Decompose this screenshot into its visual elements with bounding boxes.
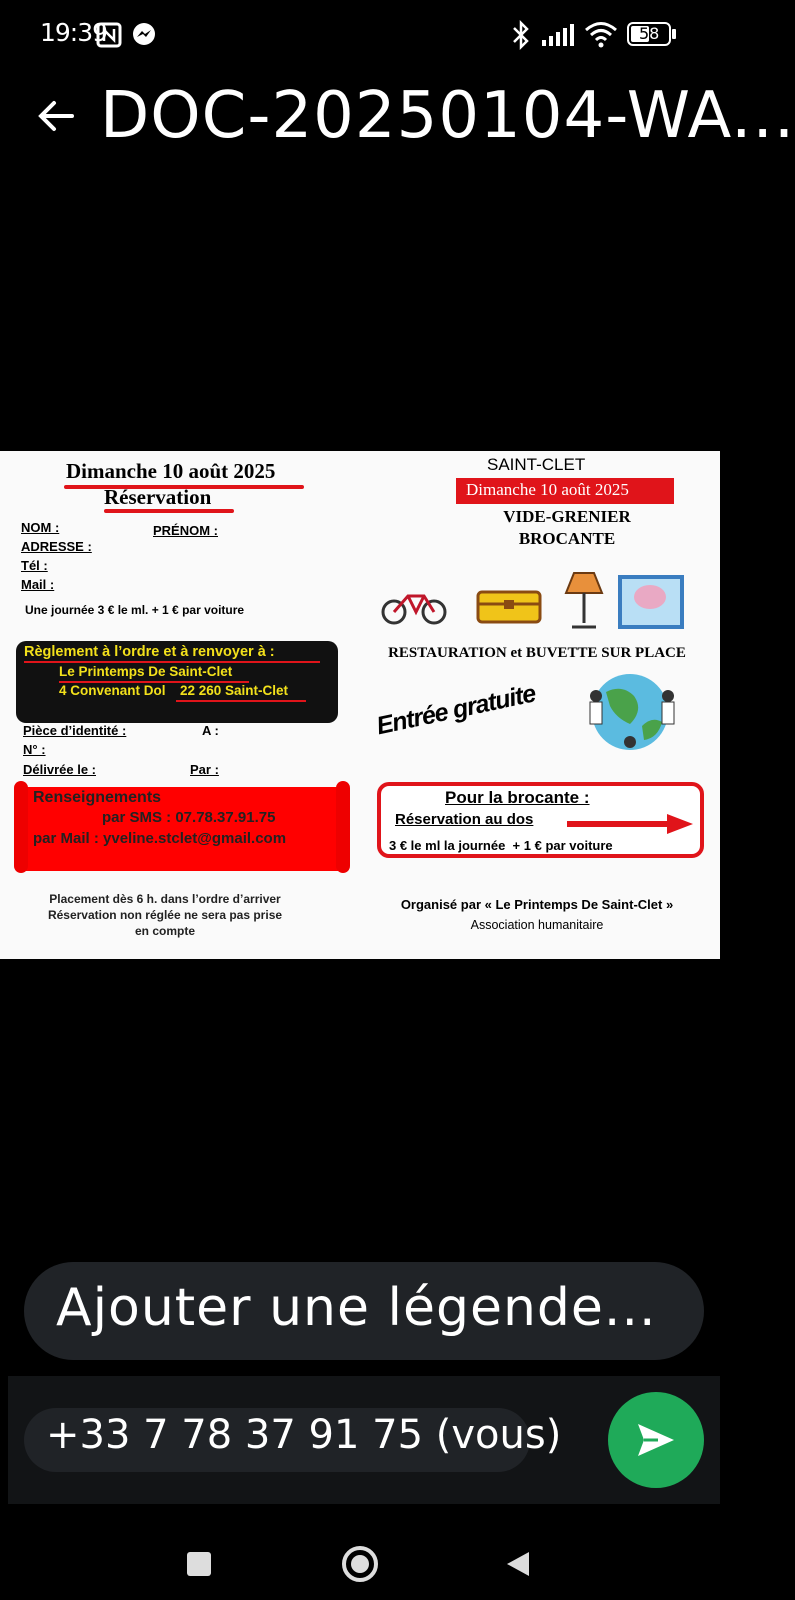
recipient-label: +33 7 78 37 91 75 (vous) (46, 1412, 562, 1458)
left-date-heading: Dimanche 10 août 2025 (66, 459, 276, 483)
placement-line-3: en compte (134, 924, 195, 938)
nfc-icon (96, 22, 122, 48)
reservation-back: Réservation au dos (395, 811, 534, 828)
document-title: DOC-20250104-WA... (100, 79, 795, 153)
info-title: Renseignements (33, 789, 162, 806)
document-preview[interactable] (0, 451, 720, 959)
nom-label: NOM : (21, 520, 60, 535)
event-line-1: VIDE-GRENIER (503, 507, 631, 526)
by-label: Par : (190, 762, 219, 777)
payment-address: 4 Convenant Dol (59, 683, 166, 698)
battery-tip (672, 29, 676, 39)
free-entry: Entrée gratuite (374, 679, 538, 741)
arrow-right-icon (567, 812, 695, 836)
battery-level: 58 (639, 24, 660, 43)
send-icon (634, 1420, 678, 1460)
mail-line: par Mail : yveline.stclet@gmail.com (33, 830, 287, 847)
tel-label: Tél : (21, 558, 48, 573)
send-button[interactable] (608, 1392, 704, 1488)
globe-icon (578, 666, 688, 756)
food-line: RESTAURATION et BUVETTE SUR PLACE (388, 645, 686, 661)
id-a-label: A : (202, 723, 219, 738)
status-bar (0, 0, 720, 70)
prenom-label: PRÉNOM : (153, 523, 218, 538)
placement-notes (0, 891, 330, 939)
caption-placeholder: Ajouter une légende... (56, 1278, 657, 1338)
wifi-icon (584, 20, 618, 48)
arrow-left-icon[interactable] (28, 88, 84, 144)
placement-line-2: Réservation non réglée ne sera pas prise (47, 908, 283, 922)
brocante-price: 3 € le ml la journée + 1 € par voiture (389, 838, 613, 853)
navigation-bar (0, 1520, 720, 1600)
recents-button[interactable] (187, 1552, 211, 1576)
info-scroll (14, 781, 351, 877)
signal-icon (540, 22, 576, 48)
bluetooth-icon (510, 20, 532, 50)
brocante-box (377, 782, 704, 858)
messenger-icon (131, 22, 157, 48)
mirror-icon (614, 573, 690, 633)
sms-line: par SMS : 07.78.37.91.75 (102, 809, 276, 826)
mail-label: Mail : (21, 577, 55, 592)
brocante-title: Pour la brocante : (445, 788, 590, 807)
placement-line-1: Placement dès 6 h. dans l’ordre d’arriver (49, 892, 281, 906)
number-label: N° : (23, 742, 46, 757)
payment-org: Le Printemps De Saint-Clet (59, 664, 233, 679)
status-time: 19:39 (40, 18, 108, 47)
id-label: Pièce d’identité : (23, 723, 127, 738)
lamp-icon (560, 571, 608, 633)
payment-postcode: 22 260 Saint-Clet (180, 683, 289, 698)
back-button[interactable] (505, 1550, 531, 1578)
organizer-line: Organisé par « Le Printemps De Saint-Clet » (400, 897, 674, 912)
delivered-label: Délivrée le : (23, 762, 96, 777)
date-badge (456, 478, 674, 504)
battery-icon (627, 22, 671, 46)
price-line: Une journée 3 € le ml. + 1 € par voiture (25, 603, 245, 617)
bicycle-icon (380, 586, 450, 626)
home-button[interactable] (342, 1546, 378, 1582)
payment-title: Règlement à l’ordre et à renvoyer à : (24, 644, 275, 660)
reservation-heading: Réservation (104, 485, 212, 509)
payment-box (16, 641, 338, 723)
adresse-label: ADRESSE : (21, 539, 92, 554)
town-name: SAINT-CLET (487, 455, 586, 474)
association-line: Association humanitaire (470, 918, 604, 932)
event-line-2: BROCANTE (518, 529, 616, 548)
chest-icon (470, 586, 545, 628)
date-badge-text: Dimanche 10 août 2025 (466, 480, 629, 499)
